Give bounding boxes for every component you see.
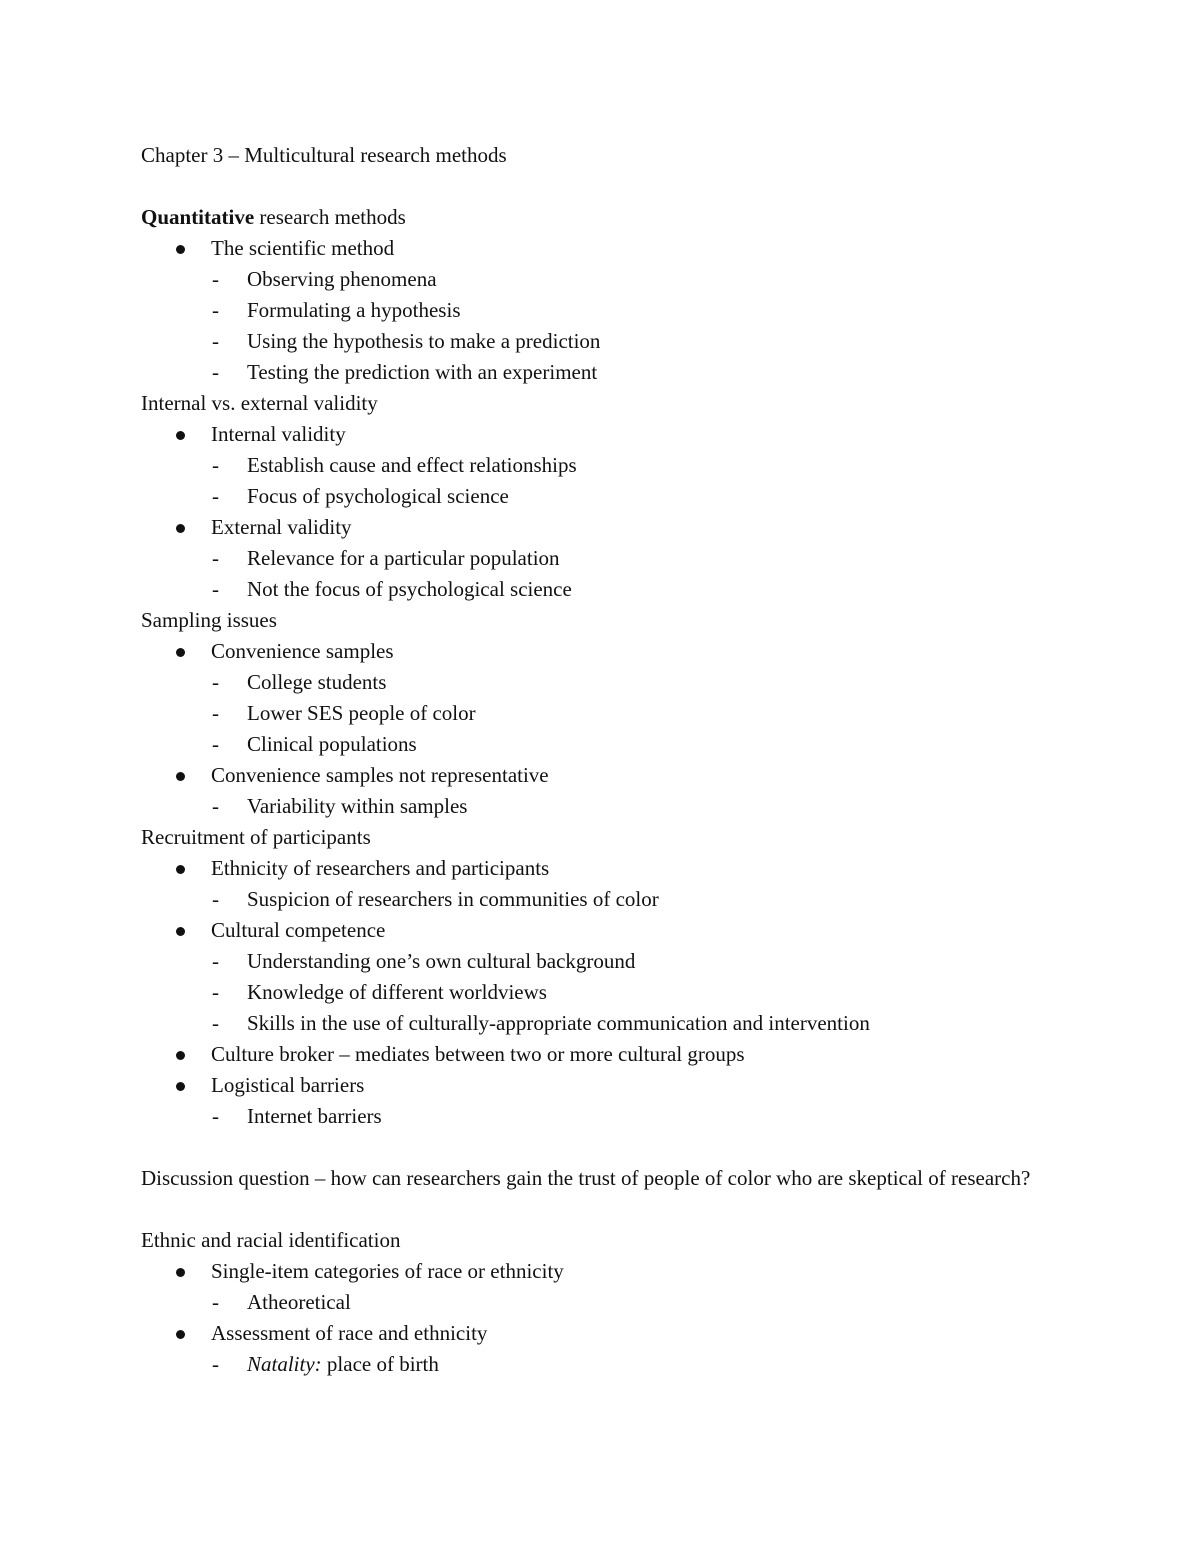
section-heading-validity: Internal vs. external validity [141, 391, 378, 415]
bullet-label: Assessment of race and ethnicity [211, 1321, 488, 1345]
sub-item-label: Observing phenomena [247, 267, 437, 291]
sub-item [141, 884, 1101, 915]
sub-item [141, 264, 1101, 295]
bullet-item [141, 1256, 1101, 1287]
dash-icon: - [212, 484, 219, 508]
bullet-dot-icon [176, 1051, 185, 1060]
spacer [141, 1132, 1101, 1163]
bullet-item [141, 636, 1101, 667]
sub-item-label: Clinical populations [247, 732, 417, 756]
bullet-dot-icon [176, 431, 185, 440]
sub-item [141, 791, 1101, 822]
sub-item-label: Establish cause and effect relationships [247, 453, 577, 477]
dash-icon: - [212, 670, 219, 694]
dash-icon: - [212, 360, 219, 384]
dash-icon: - [212, 546, 219, 570]
bullet-item [141, 512, 1101, 543]
sub-item-label: Focus of psychological science [247, 484, 509, 508]
bullet-label: External validity [211, 515, 352, 539]
sub-item-label: Testing the prediction with an experiment [247, 360, 598, 384]
dash-icon: - [212, 1290, 219, 1314]
bullet-item [141, 419, 1101, 450]
bullet-item [141, 760, 1101, 791]
document-title: Chapter 3 – Multicultural research methods [141, 143, 507, 167]
spacer [141, 1194, 1101, 1225]
bullet-dot-icon [176, 245, 185, 254]
sub-item [141, 543, 1101, 574]
section-heading-sampling: Sampling issues [141, 608, 277, 632]
dash-icon: - [212, 732, 219, 756]
sub-item-label: Suspicion of researchers in communities of color [247, 887, 659, 911]
dash-icon: - [212, 887, 219, 911]
bullet-dot-icon [176, 1330, 185, 1339]
sub-item [141, 450, 1101, 481]
sub-item [141, 574, 1101, 605]
bullet-item [141, 853, 1101, 884]
sub-item-label: Using the hypothesis to make a prediction [247, 329, 601, 353]
sub-item [141, 667, 1101, 698]
sub-item [141, 326, 1101, 357]
bullet-dot-icon [176, 927, 185, 936]
sub-item [141, 1287, 1101, 1318]
bullet-dot-icon [176, 1268, 185, 1277]
sub-item [141, 481, 1101, 512]
bullet-label: The scientific method [211, 236, 395, 260]
heading-rest: research methods [254, 205, 406, 229]
dash-icon: - [212, 949, 219, 973]
sub-item-label: Skills in the use of culturally-appropriate communication and intervention [247, 1011, 870, 1035]
sub-item-label: Variability within samples [247, 794, 468, 818]
bullet-dot-icon [176, 524, 185, 533]
bullet-label: Logistical barriers [211, 1073, 365, 1097]
dash-icon: - [212, 453, 219, 477]
sub-item-label: Knowledge of different worldviews [247, 980, 547, 1004]
dash-icon: - [212, 1011, 219, 1035]
dash-icon: - [212, 980, 219, 1004]
dash-icon: - [212, 794, 219, 818]
dash-icon: - [212, 577, 219, 601]
dash-icon: - [212, 701, 219, 725]
sub-item [141, 295, 1101, 326]
sub-item-label: Lower SES people of color [247, 701, 476, 725]
bullet-item [141, 233, 1101, 264]
dash-icon: - [212, 267, 219, 291]
bullet-label: Internal validity [211, 422, 346, 446]
natality-term: Natality: [247, 1352, 322, 1376]
sub-item [141, 729, 1101, 760]
bullet-item [141, 1318, 1101, 1349]
sub-item [141, 357, 1101, 388]
bullet-item [141, 1039, 1101, 1070]
document-page [141, 140, 1101, 1380]
bullet-label: Convenience samples [211, 639, 394, 663]
sub-item-label: Atheoretical [247, 1290, 351, 1314]
bullet-label: Convenience samples not representative [211, 763, 549, 787]
sub-item-label: Understanding one’s own cultural background [247, 949, 636, 973]
sub-item [141, 1008, 1101, 1039]
dash-icon: - [212, 298, 219, 322]
bullet-item [141, 1070, 1101, 1101]
sub-item [141, 1349, 1101, 1380]
bullet-dot-icon [176, 1082, 185, 1091]
dash-icon: - [212, 329, 219, 353]
natality-definition: place of birth [321, 1352, 439, 1376]
dash-icon: - [212, 1352, 219, 1376]
sub-item-label: Relevance for a particular population [247, 546, 560, 570]
dash-icon: - [212, 1104, 219, 1128]
sub-item-label: College students [247, 670, 387, 694]
sub-item [141, 1101, 1101, 1132]
sub-item [141, 946, 1101, 977]
section-heading-recruitment: Recruitment of participants [141, 825, 371, 849]
sub-item-label: Formulating a hypothesis [247, 298, 461, 322]
section-heading-ethnic: Ethnic and racial identification [141, 1228, 401, 1252]
bullet-label: Culture broker – mediates between two or more cultural groups [211, 1042, 745, 1066]
bullet-dot-icon [176, 648, 185, 657]
bullet-dot-icon [176, 865, 185, 874]
section-heading-quantitative [141, 202, 1101, 233]
heading-bold-term: Quantitative [141, 205, 255, 229]
bullet-dot-icon [176, 772, 185, 781]
bullet-item [141, 915, 1101, 946]
bullet-label: Cultural competence [211, 918, 386, 942]
sub-item [141, 698, 1101, 729]
sub-item [141, 977, 1101, 1008]
sub-item-label: Not the focus of psychological science [247, 577, 572, 601]
bullet-label: Single-item categories of race or ethnicity [211, 1259, 564, 1283]
spacer [141, 171, 1101, 202]
sub-item-label: Internet barriers [247, 1104, 382, 1128]
discussion-question: Discussion question – how can researchers gain the trust of people of color who are skeptical of research? [141, 1166, 1031, 1190]
bullet-label: Ethnicity of researchers and participants [211, 856, 550, 880]
